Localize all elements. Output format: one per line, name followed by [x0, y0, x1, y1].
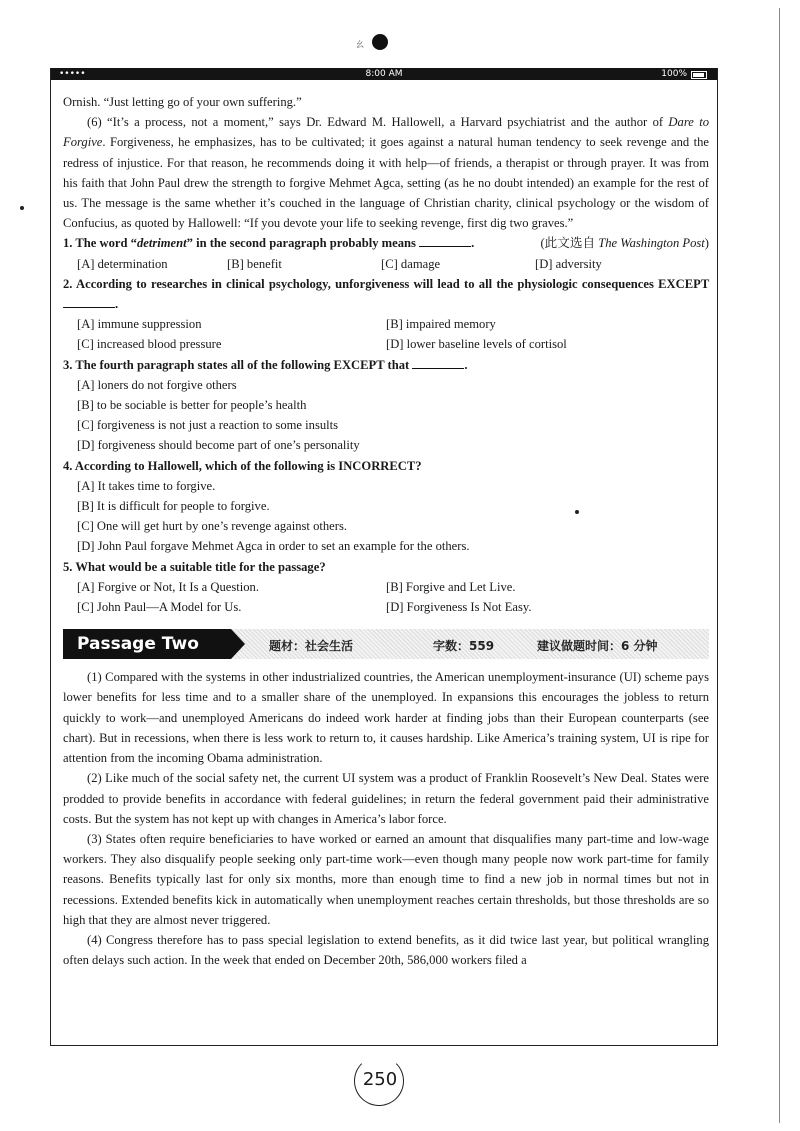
banner-arrow-icon: [231, 629, 245, 659]
status-time: 8:00 AM: [365, 69, 403, 79]
battery-percent: 100%: [661, 69, 687, 79]
scan-speck: [20, 206, 24, 210]
option-c[interactable]: [C] One will get hurt by one’s revenge against others.: [77, 519, 347, 534]
page-frame: [50, 68, 718, 1046]
option-a[interactable]: [A] immune suppression: [77, 317, 202, 332]
signal-icon: •••••: [59, 69, 86, 79]
stem-part: ” in the second paragraph probably means: [186, 236, 416, 251]
passage-one-continuation: Ornish. “Just letting go of your own suffering.”: [63, 95, 302, 109]
device-status-bar: [51, 68, 717, 80]
ornament-mark: 幺: [356, 40, 364, 49]
option-b[interactable]: [B] to be sociable is better for people’s health: [77, 398, 307, 413]
stem-text: 2. According to researches in clinical psychology, unforgiveness will lead to all the physiologic consequences EXCEPT: [63, 276, 709, 291]
source-prefix: (此文选自: [540, 236, 599, 251]
question-3: [63, 355, 709, 456]
answer-blank: [412, 356, 464, 369]
page-number-badge: [354, 1056, 406, 1108]
stem-text: 3. The fourth paragraph states all of the following EXCEPT that: [63, 357, 410, 372]
option-a[interactable]: [A] It takes time to forgive.: [77, 478, 216, 493]
p6-text-b: . Forgiveness, he emphasizes, has to be cultivated; it goes against a natural human tendency to seek revenge and the redress of injustice. For that reason, he recommends doing it with help—of friends, a therapist or through prayer. It was from his faith that John Paul drew the strength to forgive Mehmet Agca, setting (as he no doubt intended) an example for the rest of us. The message is the same whether it’s couched in the language of Christian charity, clinical psychology or the wisdom of Confucius, as quoted by Hallowell: “If you devote your life to seeking revenge, first dig two graves.”: [63, 135, 709, 231]
option-c[interactable]: [C] increased blood pressure: [77, 337, 222, 352]
page-content: [63, 92, 709, 970]
top-ornament: [356, 34, 392, 56]
passage-two-paragraph-3: (3) States often require beneficiaries to have worked or earned an amount that disqualifies many part-time and low-wage workers. They also disqualify people seeking only part-time work—even though many people now work part-time for family reasons. Benefits typically last for only six months, more than enough time to find a new job in normal times but not in recessions. Extended benefits kick in automatically when unemployment reaches certain thresholds, but those thresholds are so high that they are almost never triggered.: [63, 831, 709, 927]
option-d[interactable]: [D] lower baseline levels of cortisol: [386, 337, 567, 352]
question-stem: 5. What would be a suitable title for the passage?: [63, 559, 326, 574]
option-a[interactable]: [A] loners do not forgive others: [77, 377, 237, 392]
option-d[interactable]: [D] adversity: [535, 256, 602, 271]
option-d[interactable]: [D] John Paul forgave Mehmet Agca in order to set an example for the others.: [77, 539, 470, 554]
options: [63, 375, 709, 456]
options: [63, 476, 709, 557]
question-stem: [63, 355, 709, 375]
passage-two-paragraph-4: (4) Congress therefore has to pass special legislation to extend benefits, as it did twice last year, but political wrangling often delays such action. In the week that ended on December 20th, 586,000 workers filed a: [63, 932, 709, 968]
stem-end: .: [471, 236, 475, 251]
question-4: [63, 456, 709, 557]
option-b[interactable]: [B] Forgive and Let Live.: [386, 579, 516, 594]
option-a[interactable]: [A] Forgive or Not, It Is a Question.: [77, 579, 260, 594]
passage-word-count: 字数：559: [433, 639, 495, 654]
question-2: [63, 274, 709, 355]
passage-title: Passage Two: [63, 629, 231, 659]
passage-topic: 题材：社会生活: [269, 639, 354, 654]
stem-end: .: [464, 357, 468, 372]
option-c[interactable]: [C] forgiveness is not just a reaction to some insults: [77, 418, 339, 433]
option-a[interactable]: [A] determination: [77, 256, 168, 271]
question-stem: [63, 274, 709, 314]
options: [63, 254, 709, 274]
battery-icon: [691, 71, 707, 79]
option-b[interactable]: [B] impaired memory: [386, 317, 496, 332]
source-suffix: ): [704, 236, 709, 251]
option-b[interactable]: [B] It is difficult for people to forgive.: [77, 499, 270, 514]
source-name: The Washington Post: [598, 236, 705, 251]
option-c[interactable]: [C] damage: [381, 256, 441, 271]
page-number: 250: [362, 1069, 398, 1090]
question-stem: 4. According to Hallowell, which of the following is INCORRECT?: [63, 458, 422, 473]
page-edge-line: [779, 8, 780, 1123]
option-d[interactable]: [D] forgiveness should become part of one’s personality: [77, 438, 360, 453]
answer-blank: [419, 234, 471, 247]
p6-text-a: (6) “It’s a process, not a moment,” says Dr. Edward M. Hallowell, a Harvard psychiatrist and the author of: [87, 115, 669, 130]
question-5: [63, 557, 709, 618]
passage-two-banner: [63, 629, 709, 659]
ornament-dot: [372, 34, 388, 50]
stem-keyword: detriment: [136, 236, 187, 251]
passage-suggested-time: 建议做题时间：6 分钟: [537, 639, 658, 654]
answer-blank: [63, 295, 115, 308]
option-d[interactable]: [D] Forgiveness Is Not Easy.: [386, 600, 532, 615]
book-title: Dare to Forgive: [63, 115, 709, 150]
options: [63, 577, 709, 617]
option-c[interactable]: [C] John Paul—A Model for Us.: [77, 600, 242, 615]
options: [63, 314, 709, 354]
stem-part: 1. The word “: [63, 236, 137, 251]
option-b[interactable]: [B] benefit: [227, 256, 282, 271]
stem-end: .: [115, 297, 119, 312]
passage-two-paragraph-1: (1) Compared with the systems in other industrialized countries, the American unemployment-insurance (UI) scheme pays lower benefits for less time and to a smaller share of the unemployed. In expansions this encourages the jobless to return quickly to work—and unemployed Americans do indeed work harder at finding jobs than their European counterparts (see chart). But in recessions, when there is less work to return to, it causes hardship. Like America’s training system, UI is ripe for attention from the incoming Obama administration.: [63, 670, 709, 766]
source-note: [516, 233, 709, 253]
passage-two-paragraph-2: (2) Like much of the social safety net, the current UI system was a product of Franklin Roosevelt’s New Deal. States were prodded to provide benefits in accordance with federal guidelines; in return the federal government paid their administrative costs. But the system has not kept up with changes in America’s labor force.: [63, 771, 709, 826]
